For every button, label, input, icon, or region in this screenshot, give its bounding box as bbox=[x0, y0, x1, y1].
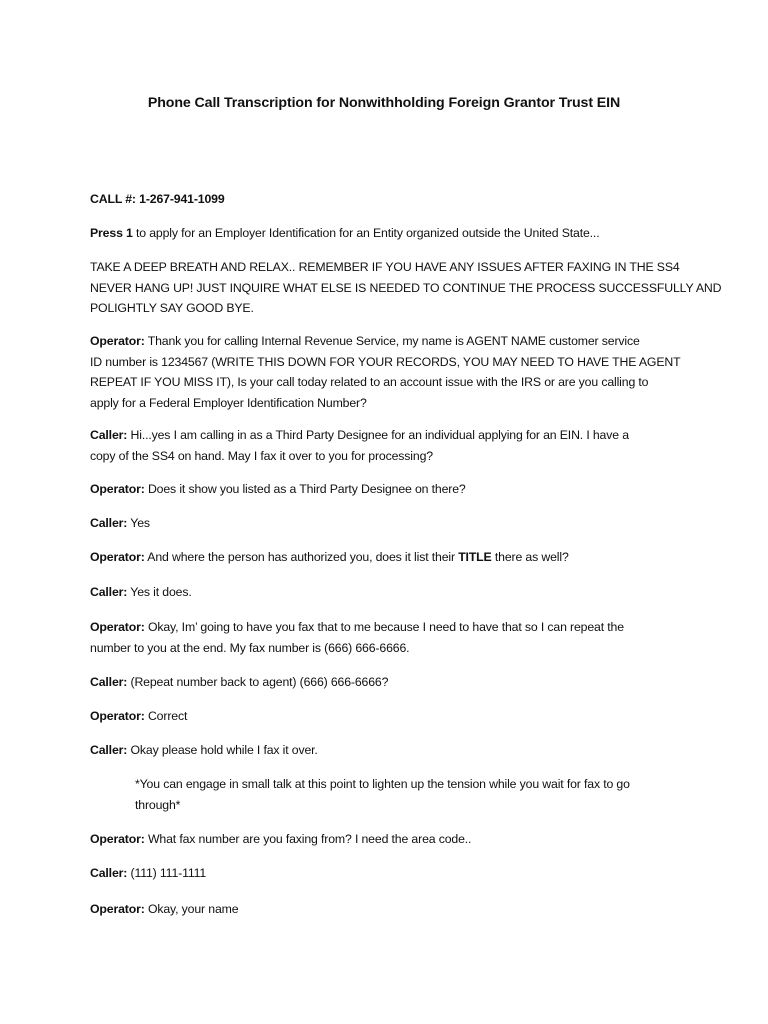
advice-line: NEVER HANG UP! JUST INQUIRE WHAT ELSE IS NEEDED TO CONTINUE THE PROCESS SUCCESSFULLY AND bbox=[90, 280, 722, 295]
speaker-label: Operator: bbox=[90, 709, 145, 723]
press-1-label: Press 1 bbox=[90, 226, 133, 240]
dialogue-text: Does it show you listed as a Third Party Designee on there? bbox=[144, 482, 466, 496]
dialogue-caller-intro bbox=[90, 425, 690, 466]
speaker-label: Operator: bbox=[90, 620, 145, 634]
note-line: *You can engage in small talk at this point to lighten up the tension while you wait for fax to go bbox=[135, 777, 630, 791]
dialogue-caller-hold bbox=[90, 740, 690, 761]
dialogue-operator-your-name bbox=[90, 899, 690, 920]
dialogue-text: number to you at the end. My fax number is (666) 666-6666. bbox=[90, 640, 410, 655]
dialogue-text: Correct bbox=[144, 709, 188, 723]
dialogue-text: And where the person has authorized you, does it list their bbox=[144, 550, 459, 564]
speaker-label: Operator: bbox=[90, 334, 145, 348]
dialogue-caller-yes-it-does bbox=[90, 582, 690, 603]
dialogue-text: apply for a Federal Employer Identification Number? bbox=[90, 395, 367, 410]
dialogue-text: Okay, Im’ going to have you fax that to me because I need to have that so I can repeat the bbox=[144, 620, 624, 634]
dialogue-text: Okay please hold while I fax it over. bbox=[127, 743, 318, 757]
speaker-label: Caller: bbox=[90, 743, 128, 757]
speaker-label: Caller: bbox=[90, 516, 128, 530]
speaker-label: Operator: bbox=[90, 902, 145, 916]
speaker-label: Caller: bbox=[90, 675, 128, 689]
speaker-label: Operator: bbox=[90, 832, 145, 846]
dialogue-operator-correct bbox=[90, 706, 690, 727]
emphasis-title: TITLE bbox=[458, 550, 492, 564]
advice-paragraph bbox=[90, 257, 722, 319]
small-talk-note bbox=[135, 774, 695, 815]
dialogue-text: What fax number are you faxing from? I need the area code.. bbox=[144, 832, 472, 846]
dialogue-caller-yes bbox=[90, 513, 690, 534]
page-title: Phone Call Transcription for Nonwithholding Foreign Grantor Trust EIN bbox=[147, 95, 621, 111]
speaker-label: Operator: bbox=[90, 550, 145, 564]
dialogue-operator-fax-instructions bbox=[90, 617, 690, 658]
dialogue-text: REPEAT IF YOU MISS IT), Is your call today related to an account issue with the IRS or are you calling to bbox=[90, 375, 649, 389]
dialogue-text: Okay, your name bbox=[144, 902, 239, 916]
dialogue-operator-title-question bbox=[90, 547, 690, 568]
speaker-label: Operator: bbox=[90, 482, 145, 496]
dialogue-text: ID number is 1234567 (WRITE THIS DOWN FOR YOUR RECORDS, YOU MAY NEED TO HAVE THE AGENT bbox=[90, 354, 681, 369]
speaker-label: Caller: bbox=[90, 428, 128, 442]
dialogue-text: Yes bbox=[127, 516, 150, 530]
dialogue-text: there as well? bbox=[491, 550, 569, 564]
advice-line: TAKE A DEEP BREATH AND RELAX.. REMEMBER IF YOU HAVE ANY ISSUES AFTER FAXING IN THE SS4 bbox=[90, 260, 680, 274]
dialogue-operator-greeting bbox=[90, 331, 690, 413]
dialogue-operator-fax-from bbox=[90, 829, 690, 850]
dialogue-caller-repeat-number bbox=[90, 672, 690, 693]
advice-line: POLIGHTLY SAY GOOD BYE. bbox=[90, 301, 254, 315]
dialogue-text: Hi...yes I am calling in as a Third Party Designee for an individual applying for an EIN. I have a bbox=[127, 428, 629, 442]
press-1-instruction bbox=[90, 223, 690, 244]
speaker-label: Caller: bbox=[90, 866, 128, 880]
call-number: CALL #: 1-267-941-1099 bbox=[90, 192, 225, 206]
dialogue-text: Yes it does. bbox=[127, 585, 192, 599]
dialogue-text: (111) 111-1111 bbox=[127, 866, 207, 880]
dialogue-text: Thank you for calling Internal Revenue Service, my name is AGENT NAME customer service bbox=[144, 334, 640, 348]
press-1-text: to apply for an Employer Identification for an Entity organized outside the United State... bbox=[132, 226, 600, 240]
dialogue-caller-fax-number bbox=[90, 863, 690, 884]
dialogue-text: (Repeat number back to agent) (666) 666-6666? bbox=[127, 675, 389, 689]
dialogue-text: copy of the SS4 on hand. May I fax it over to you for processing? bbox=[90, 448, 433, 463]
note-line: through* bbox=[135, 797, 181, 812]
dialogue-operator-designee-question bbox=[90, 479, 690, 500]
speaker-label: Caller: bbox=[90, 585, 128, 599]
